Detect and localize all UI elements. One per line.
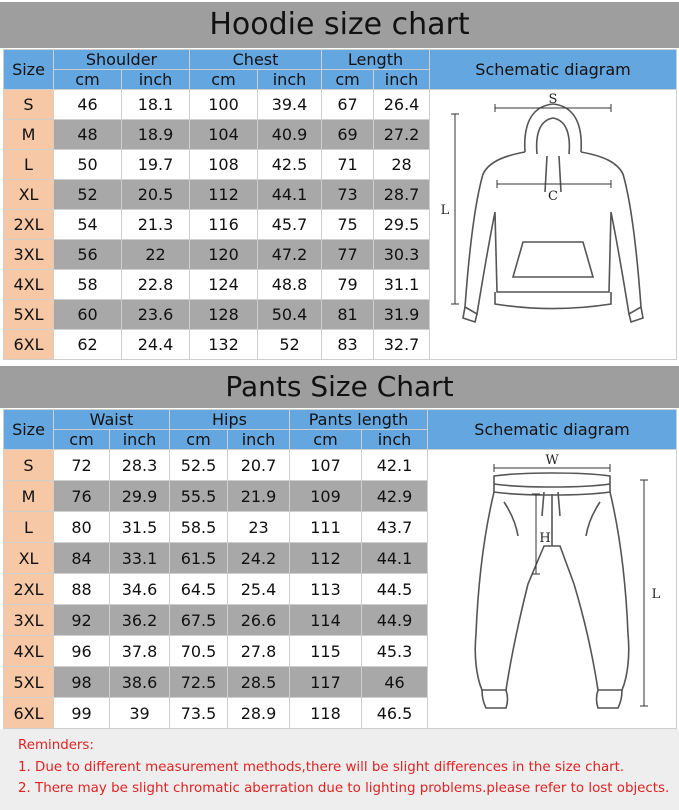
- pants-schematic-image: [432, 454, 672, 724]
- length-header: Length: [322, 50, 430, 70]
- size-label: 2XL: [4, 574, 54, 605]
- table-cell: 52: [258, 330, 322, 360]
- table-cell: 31.1: [374, 270, 430, 300]
- unit-header: cm: [54, 70, 122, 90]
- table-cell: 22: [122, 240, 190, 270]
- hoodie-title: Hoodie size chart: [209, 7, 470, 42]
- table-cell: 32.7: [374, 330, 430, 360]
- table-cell: 98: [54, 667, 110, 698]
- table-cell: 113: [290, 574, 362, 605]
- table-cell: 18.9: [122, 120, 190, 150]
- table-cell: 55.5: [170, 481, 228, 512]
- table-cell: 28.7: [374, 180, 430, 210]
- table-cell: 48: [54, 120, 122, 150]
- hoodie-schematic-image: [433, 92, 673, 357]
- table-cell: 21.3: [122, 210, 190, 240]
- table-cell: 70.5: [170, 636, 228, 667]
- table-cell: 23.6: [122, 300, 190, 330]
- unit-header: inch: [110, 430, 170, 450]
- unit-header: cm: [54, 430, 110, 450]
- table-cell: 96: [54, 636, 110, 667]
- table-cell: 112: [290, 543, 362, 574]
- table-cell: 73: [322, 180, 374, 210]
- table-cell: 84: [54, 543, 110, 574]
- size-label: 4XL: [4, 270, 54, 300]
- table-cell: 50: [54, 150, 122, 180]
- schematic-diagram-header: Schematic diagram: [428, 410, 677, 450]
- table-cell: 46.5: [362, 698, 428, 729]
- table-cell: 31.5: [110, 512, 170, 543]
- table-cell: 24.2: [228, 543, 290, 574]
- table-cell: 116: [190, 210, 258, 240]
- size-label: 6XL: [4, 698, 54, 729]
- size-label: 6XL: [4, 330, 54, 360]
- table-cell: 67: [322, 90, 374, 120]
- table-cell: 69: [322, 120, 374, 150]
- table-cell: 73.5: [170, 698, 228, 729]
- diagram-mark-l: L: [651, 587, 661, 602]
- table-cell: 120: [190, 240, 258, 270]
- unit-header: cm: [190, 70, 258, 90]
- table-cell: 42.1: [362, 450, 428, 481]
- table-cell: 124: [190, 270, 258, 300]
- table-cell: 111: [290, 512, 362, 543]
- hips-header: Hips: [170, 410, 290, 430]
- table-cell: 36.2: [110, 605, 170, 636]
- table-cell: 34.6: [110, 574, 170, 605]
- table-cell: 22.8: [122, 270, 190, 300]
- table-cell: 28.3: [110, 450, 170, 481]
- diagram-mark-c: C: [548, 189, 558, 204]
- table-cell: 18.1: [122, 90, 190, 120]
- table-cell: 42.9: [362, 481, 428, 512]
- reminders-panel: [0, 729, 679, 810]
- pants-length-header: Pants length: [290, 410, 428, 430]
- table-cell: 104: [190, 120, 258, 150]
- table-cell: 117: [290, 667, 362, 698]
- table-cell: 44.1: [258, 180, 322, 210]
- size-label: 3XL: [4, 605, 54, 636]
- table-cell: 20.7: [228, 450, 290, 481]
- table-cell: 58: [54, 270, 122, 300]
- table-cell: 92: [54, 605, 110, 636]
- table-cell: 71: [322, 150, 374, 180]
- table-cell: 29.9: [110, 481, 170, 512]
- table-cell: 31.9: [374, 300, 430, 330]
- unit-header: inch: [122, 70, 190, 90]
- table-cell: 26.6: [228, 605, 290, 636]
- table-cell: 21.9: [228, 481, 290, 512]
- table-cell: 54: [54, 210, 122, 240]
- diagram-mark-w: W: [545, 454, 559, 468]
- size-label: S: [4, 90, 54, 120]
- table-cell: 77: [322, 240, 374, 270]
- unit-header: cm: [170, 430, 228, 450]
- table-cell: 45.7: [258, 210, 322, 240]
- table-cell: 64.5: [170, 574, 228, 605]
- table-cell: 79: [322, 270, 374, 300]
- size-label: 2XL: [4, 210, 54, 240]
- size-label: 4XL: [4, 636, 54, 667]
- unit-header: inch: [258, 70, 322, 90]
- size-label: 5XL: [4, 667, 54, 698]
- table-cell: 83: [322, 330, 374, 360]
- table-cell: 88: [54, 574, 110, 605]
- table-cell: 26.4: [374, 90, 430, 120]
- size-label: 5XL: [4, 300, 54, 330]
- size-header: Size: [4, 410, 54, 450]
- table-cell: 47.2: [258, 240, 322, 270]
- size-label: XL: [4, 543, 54, 574]
- table-cell: 112: [190, 180, 258, 210]
- shoulder-header: Shoulder: [54, 50, 190, 70]
- table-cell: 44.9: [362, 605, 428, 636]
- table-cell: 67.5: [170, 605, 228, 636]
- size-label: L: [4, 512, 54, 543]
- unit-header: inch: [374, 70, 430, 90]
- size-label: 3XL: [4, 240, 54, 270]
- table-cell: 44.1: [362, 543, 428, 574]
- table-cell: 39: [110, 698, 170, 729]
- table-cell: 24.4: [122, 330, 190, 360]
- size-label: L: [4, 150, 54, 180]
- pants-size-table: [3, 409, 677, 729]
- unit-header: inch: [362, 430, 428, 450]
- table-cell: 48.8: [258, 270, 322, 300]
- reminder-item: 2. There may be slight chromatic aberration due to lighting problems.please refer to lost objects.: [18, 781, 670, 796]
- table-cell: 25.4: [228, 574, 290, 605]
- waist-header: Waist: [54, 410, 170, 430]
- table-cell: 50.4: [258, 300, 322, 330]
- table-cell: 37.8: [110, 636, 170, 667]
- chest-header: Chest: [190, 50, 322, 70]
- table-cell: 107: [290, 450, 362, 481]
- unit-header: inch: [228, 430, 290, 450]
- table-cell: 72: [54, 450, 110, 481]
- diagram-mark-l: L: [440, 203, 450, 218]
- table-cell: 27.8: [228, 636, 290, 667]
- diagram-mark-h: H: [539, 531, 551, 546]
- table-cell: 29.5: [374, 210, 430, 240]
- table-cell: 43.7: [362, 512, 428, 543]
- table-cell: 27.2: [374, 120, 430, 150]
- table-cell: 72.5: [170, 667, 228, 698]
- table-cell: 99: [54, 698, 110, 729]
- table-cell: 28.9: [228, 698, 290, 729]
- table-cell: 75: [322, 210, 374, 240]
- table-cell: 109: [290, 481, 362, 512]
- reminder-item: 1. Due to different measurement methods,there will be slight differences in the size chart.: [18, 760, 625, 775]
- table-cell: 28: [374, 150, 430, 180]
- table-cell: 45.3: [362, 636, 428, 667]
- size-label: S: [4, 450, 54, 481]
- table-cell: 62: [54, 330, 122, 360]
- diagram-mark-s: S: [548, 92, 558, 107]
- pants-title-band: [0, 366, 679, 408]
- table-cell: 80: [54, 512, 110, 543]
- pants-diagram-cell: [428, 450, 677, 729]
- table-cell: 108: [190, 150, 258, 180]
- size-label: M: [4, 120, 54, 150]
- table-cell: 46: [54, 90, 122, 120]
- table-cell: 20.5: [122, 180, 190, 210]
- table-cell: 46: [362, 667, 428, 698]
- pants-title: Pants Size Chart: [225, 370, 454, 403]
- table-cell: 128: [190, 300, 258, 330]
- table-cell: 81: [322, 300, 374, 330]
- table-cell: 61.5: [170, 543, 228, 574]
- size-header: Size: [4, 50, 54, 90]
- table-cell: 76: [54, 481, 110, 512]
- schematic-diagram-header: Schematic diagram: [430, 50, 677, 90]
- table-cell: 60: [54, 300, 122, 330]
- table-cell: 44.5: [362, 574, 428, 605]
- hoodie-size-table: [3, 49, 677, 360]
- table-cell: 52.5: [170, 450, 228, 481]
- table-cell: 33.1: [110, 543, 170, 574]
- table-cell: 39.4: [258, 90, 322, 120]
- reminders-title: Reminders:: [18, 738, 94, 753]
- hoodie-diagram-cell: [430, 90, 677, 360]
- table-cell: 52: [54, 180, 122, 210]
- table-cell: 114: [290, 605, 362, 636]
- table-cell: 132: [190, 330, 258, 360]
- table-cell: 56: [54, 240, 122, 270]
- table-cell: 40.9: [258, 120, 322, 150]
- table-cell: 23: [228, 512, 290, 543]
- size-label: XL: [4, 180, 54, 210]
- unit-header: cm: [322, 70, 374, 90]
- table-cell: 42.5: [258, 150, 322, 180]
- table-cell: 100: [190, 90, 258, 120]
- table-cell: 30.3: [374, 240, 430, 270]
- size-label: M: [4, 481, 54, 512]
- table-cell: 115: [290, 636, 362, 667]
- table-cell: 58.5: [170, 512, 228, 543]
- hoodie-title-band: [0, 2, 679, 48]
- table-cell: 28.5: [228, 667, 290, 698]
- table-cell: 118: [290, 698, 362, 729]
- table-cell: 19.7: [122, 150, 190, 180]
- unit-header: cm: [290, 430, 362, 450]
- table-cell: 38.6: [110, 667, 170, 698]
